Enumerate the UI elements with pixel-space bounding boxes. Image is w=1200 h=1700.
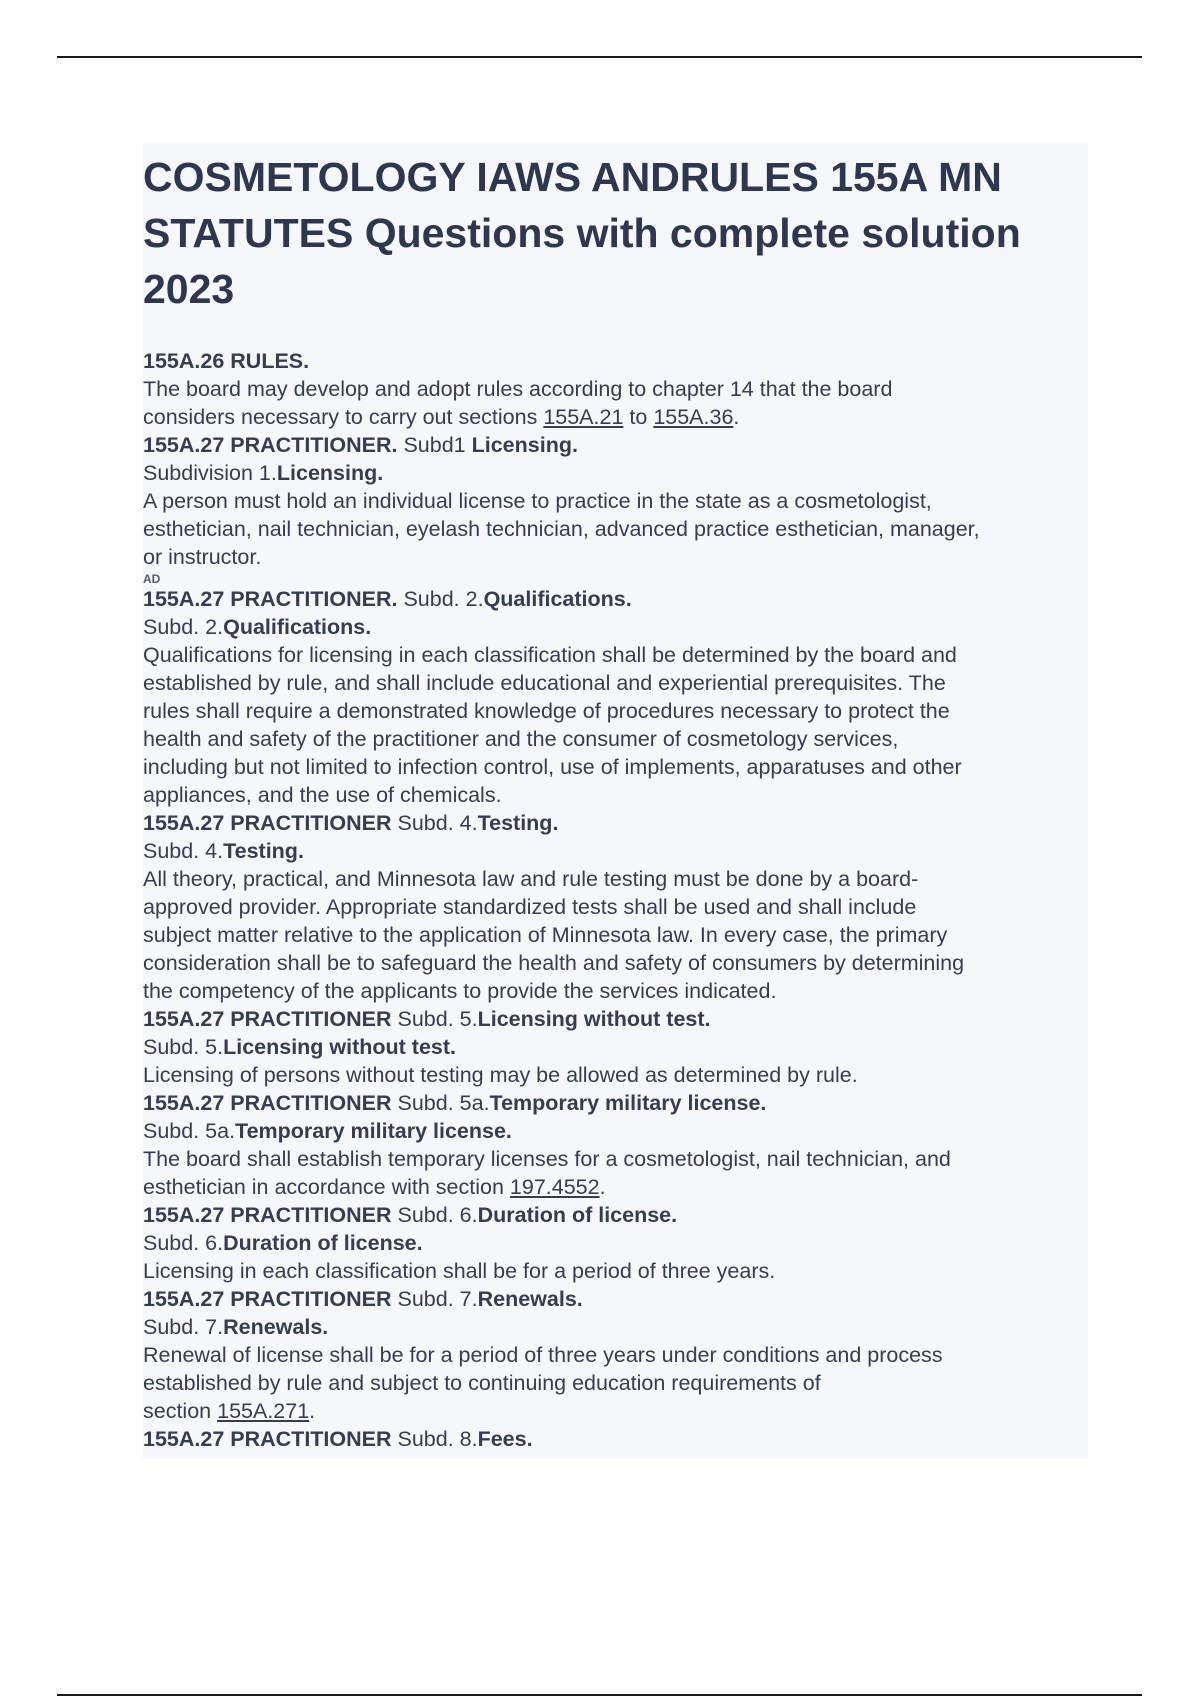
link-155a-21[interactable]: 155A.21: [543, 405, 624, 429]
section-text: Renewal of license shall be for a period of three years under conditions and process: [143, 1343, 943, 1367]
heading-bold: 155A.27 PRACTITIONER: [143, 1287, 392, 1311]
heading-bold: Qualifications.: [483, 587, 632, 611]
section-text: Qualifications for licensing in each classification shall be determined by the board and: [143, 643, 957, 667]
heading-bold: 155A.27 PRACTITIONER: [143, 811, 392, 835]
heading-plain: Subd. 5a.: [391, 1091, 490, 1115]
heading-bold: Licensing without test.: [477, 1007, 711, 1031]
section-text: approved provider. Appropriate standardized tests shall be used and shall include: [143, 895, 917, 919]
sub-plain: Subd. 5a.: [143, 1119, 236, 1143]
section-text: [143, 1173, 1088, 1201]
text-run: considers necessary to carry out sections: [143, 405, 544, 429]
section-heading: [143, 1201, 1088, 1229]
sub-plain: Subd. 5.: [143, 1035, 224, 1059]
heading-plain: Subd. 4.: [391, 811, 478, 835]
subdivision-label: [143, 613, 1088, 641]
heading-bold: Testing.: [477, 811, 559, 835]
bottom-divider: [57, 1694, 1142, 1696]
subdivision-label: [143, 459, 1088, 487]
ad-label: AD: [143, 572, 161, 586]
section-heading: [143, 1089, 1088, 1117]
text-run: .: [309, 1399, 316, 1423]
section-text: Licensing of persons without testing may be allowed as determined by rule.: [143, 1063, 858, 1087]
section-text: appliances, and the use of chemicals.: [143, 783, 502, 807]
heading-bold: 155A.27 PRACTITIONER: [143, 1203, 392, 1227]
heading-bold: 155A.27 PRACTITIONER.: [143, 587, 398, 611]
section-text: The board may develop and adopt rules according to chapter 14 that the board: [143, 377, 893, 401]
text-run: .: [599, 1175, 606, 1199]
section-text: consideration shall be to safeguard the health and safety of consumers by determining: [143, 951, 965, 975]
heading-bold: Fees.: [477, 1427, 533, 1451]
section-text: [143, 1397, 1088, 1425]
heading-bold: 155A.27 PRACTITIONER: [143, 1091, 392, 1115]
text-run: esthetician in accordance with section: [143, 1175, 510, 1199]
section-text: All theory, practical, and Minnesota law and rule testing must be done by a board-: [143, 867, 919, 891]
subdivision-label: [143, 1033, 1088, 1061]
heading-plain: Subd. 2.: [397, 587, 484, 611]
sub-bold: Licensing without test.: [223, 1035, 457, 1059]
link-197-4552[interactable]: 197.4552: [509, 1175, 600, 1199]
section-heading: [143, 809, 1088, 837]
heading-bold: 155A.27 PRACTITIONER: [143, 1007, 392, 1031]
heading-bold: Temporary military license.: [489, 1091, 767, 1115]
heading-plain: Subd. 6.: [391, 1203, 478, 1227]
section-heading: [143, 1425, 1088, 1453]
heading-plain: Subd1: [397, 433, 472, 457]
section-text: esthetician, nail technician, eyelash technician, advanced practice esthetician, manager,: [143, 517, 980, 541]
link-155a-36[interactable]: 155A.36: [653, 405, 734, 429]
sub-bold: Testing.: [223, 839, 304, 863]
sub-plain: Subdivision 1.: [143, 461, 277, 485]
top-divider: [57, 56, 1142, 58]
subdivision-label: [143, 1229, 1088, 1257]
section-text: [143, 403, 1088, 431]
heading-plain: Subd. 7.: [391, 1287, 478, 1311]
heading-plain: Subd. 8.: [391, 1427, 478, 1451]
section-text: The board shall establish temporary licenses for a cosmetologist, nail technician, and: [143, 1147, 951, 1171]
section-heading: [143, 431, 1088, 459]
section-heading: [143, 585, 1088, 613]
heading-plain: Subd. 5.: [391, 1007, 478, 1031]
sub-bold: Duration of license.: [223, 1231, 423, 1255]
sub-plain: Subd. 7.: [143, 1315, 224, 1339]
link-155a-271[interactable]: 155A.271: [217, 1399, 310, 1423]
sub-plain: Subd. 2.: [143, 615, 224, 639]
section-text: established by rule and subject to continuing education requirements of: [143, 1371, 821, 1395]
sub-bold: Renewals.: [223, 1315, 329, 1339]
heading-bold: 155A.27 PRACTITIONER.: [143, 433, 398, 457]
sub-plain: Subd. 6.: [143, 1231, 224, 1255]
text-run: .: [733, 405, 740, 429]
sub-plain: Subd. 4.: [143, 839, 224, 863]
section-heading: [143, 1005, 1088, 1033]
heading-bold: Licensing.: [471, 433, 578, 457]
section-text: health and safety of the practitioner and the consumer of cosmetology services,: [143, 727, 899, 751]
document-body: [143, 347, 1088, 1453]
document-content: [143, 143, 1088, 1459]
sub-bold: Licensing.: [276, 461, 384, 485]
section-heading: [143, 1285, 1088, 1313]
section-text: subject matter relative to the application of Minnesota law. In every case, the primary: [143, 923, 948, 947]
text-run: to: [623, 405, 654, 429]
section-heading: 155A.26 RULES.: [143, 349, 310, 373]
section-text: Licensing in each classification shall be for a period of three years.: [143, 1259, 776, 1283]
subdivision-label: [143, 1313, 1088, 1341]
subdivision-label: [143, 837, 1088, 865]
subdivision-label: [143, 1117, 1088, 1145]
text-run: section: [143, 1399, 218, 1423]
sub-bold: Temporary military license.: [235, 1119, 512, 1143]
section-text: including but not limited to infection control, use of implements, apparatuses and other: [143, 755, 962, 779]
section-text: established by rule, and shall include educational and experiential prerequisites. The: [143, 671, 946, 695]
heading-bold: Duration of license.: [477, 1203, 678, 1227]
heading-bold: Renewals.: [477, 1287, 583, 1311]
section-text: A person must hold an individual license to practice in the state as a cosmetologist,: [143, 489, 932, 513]
sub-bold: Qualifications.: [223, 615, 372, 639]
section-text: rules shall require a demonstrated knowledge of procedures necessary to protect the: [143, 699, 950, 723]
document-title: COSMETOLOGY IAWS ANDRULES 155A MN STATUTES Questions with complete solution 2023: [143, 154, 1021, 312]
heading-bold: 155A.27 PRACTITIONER: [143, 1427, 392, 1451]
section-text: the competency of the applicants to provide the services indicated.: [143, 979, 777, 1003]
section-text: or instructor.: [143, 545, 262, 569]
